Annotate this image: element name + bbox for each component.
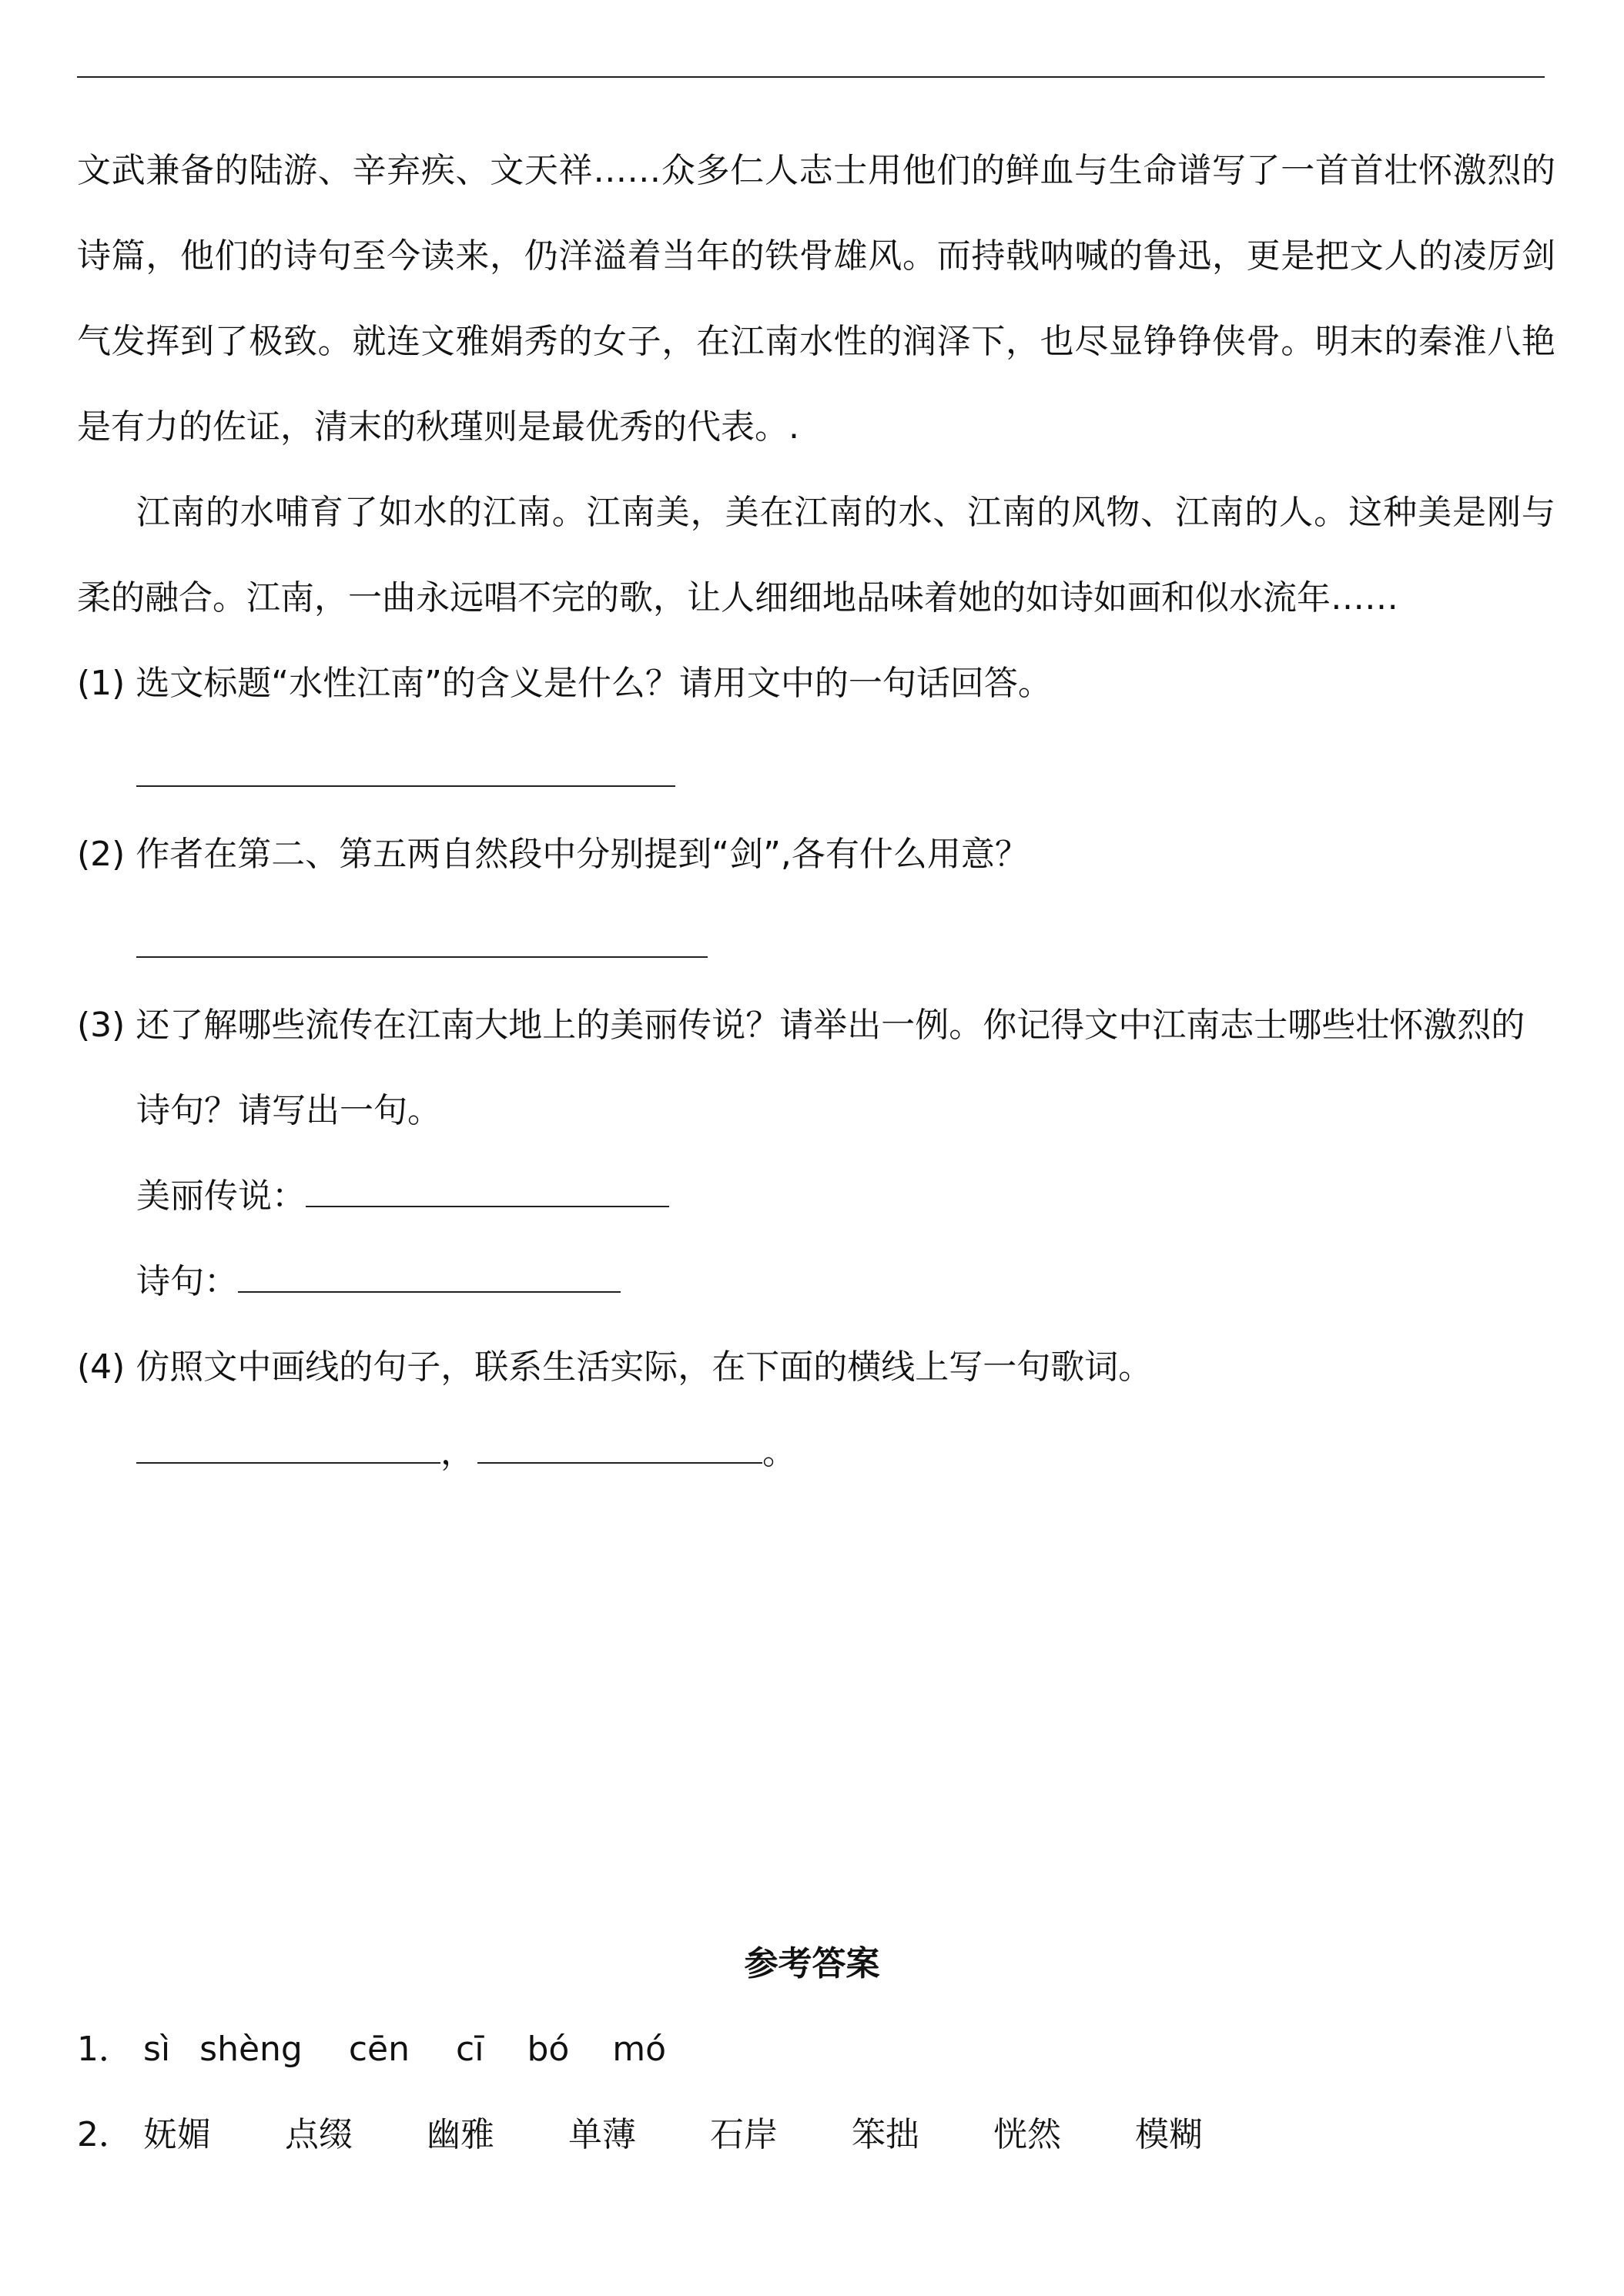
question-3: (3) 还了解哪些流传在江南大地上的美丽传说？请举出一例。你记得文中江南志士哪些壮怀激烈的诗句？请写出一句。	[77, 1006, 1525, 1130]
question-4: (4) 仿照文中画线的句子，联系生活实际，在下面的横线上写一句歌词。	[77, 1347, 1153, 1387]
answer-number-1: 1．	[77, 2030, 132, 2069]
answer-1-item: sì	[143, 2030, 171, 2069]
answer-2-item: 单薄	[568, 2115, 636, 2154]
poem-answer-blank[interactable]	[238, 1260, 621, 1293]
answer-2-item: 点缀	[285, 2115, 353, 2154]
answer-2-item: 幽雅	[427, 2115, 494, 2154]
answer-blank-1[interactable]	[77, 726, 1555, 812]
answer-2-item: 笨拙	[852, 2115, 919, 2154]
lyric-answer-row	[77, 1410, 1555, 1495]
header-rule	[77, 76, 1545, 78]
question-2: (2) 作者在第二、第五两自然段中分别提到“剑”,各有什么用意？	[77, 835, 1029, 874]
main-content	[77, 128, 1555, 1495]
answer-2-item: 恍然	[993, 2115, 1061, 2154]
answer-number-2: 2．	[77, 2115, 132, 2154]
passage-paragraph-1: 文武兼备的陆游、辛弃疾、文天祥……众多仁人志士用他们的鲜血与生命谱写了一首首壮怀激烈的诗篇，他们的诗句至今读来，仍洋溢着当年的铁骨雄风。而持戟呐喊的鲁迅，更是把文人的凌厉剑气发挥到了极致。就连文雅娟秀的女子，在江南水性的润泽下，也尽显铮铮侠骨。明末的秦淮八艳是有力的佐证，清末的秋瑾则是最优秀的代表。.	[77, 151, 1555, 447]
legend-answer-row	[77, 1153, 1555, 1239]
answer-2-item: 妩媚	[143, 2115, 211, 2154]
poem-label: 诗句：	[136, 1262, 238, 1301]
answer-row-2	[77, 2092, 1203, 2177]
passage-paragraph-2: 江南的水哺育了如水的江南。江南美，美在江南的水、江南的风物、江南的人。这种美是刚与柔的融合。江南，一曲永远唱不完的歌，让人细细地品味着她的如诗如画和似水流年……	[77, 493, 1555, 618]
answer-1-item: bó	[527, 2030, 570, 2069]
legend-answer-blank[interactable]	[306, 1175, 669, 1207]
answers-section	[77, 2006, 1203, 2177]
answer-blank-2[interactable]	[77, 897, 1555, 982]
lyric-blank-1[interactable]	[136, 1431, 440, 1464]
answers-title: 参考答案	[744, 1944, 880, 1983]
answer-1-item: mó	[612, 2030, 667, 2069]
answer-line-2	[136, 956, 708, 958]
lyric-comma: ，	[440, 1433, 474, 1472]
answer-2-item: 模糊	[1135, 2115, 1203, 2154]
answer-2-item: 石岸	[710, 2115, 778, 2154]
answer-1-item: shèng	[199, 2030, 303, 2069]
lyric-period: 。	[762, 1433, 796, 1472]
answer-line-1	[136, 785, 675, 787]
answer-row-1	[77, 2006, 1203, 2092]
answer-1-item: cēn	[348, 2030, 410, 2069]
lyric-blank-2[interactable]	[477, 1431, 762, 1464]
answer-1-item: cī	[456, 2030, 484, 2069]
poem-answer-row	[77, 1239, 1555, 1324]
question-1: (1) 选文标题“水性江南”的含义是什么？请用文中的一句话回答。	[77, 664, 1052, 703]
legend-label: 美丽传说：	[136, 1176, 306, 1216]
